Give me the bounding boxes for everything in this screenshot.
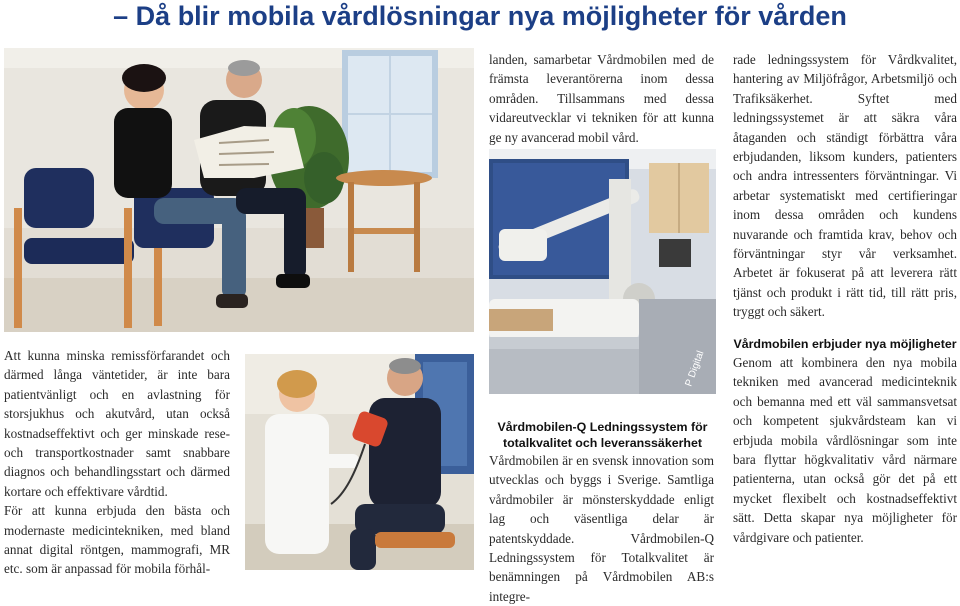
page-headline: – Då blir mobila vårdlösningar nya möjligheter för vården: [113, 1, 847, 31]
xray-machine-label: P Digital: [683, 349, 707, 389]
column2-top-paragraph: landen, samarbetar Vårdmobilen med de främsta leverantörerna inom dessa områden. Tillsammans med dessa vidareutvecklar vi tekniken för att kunna ge ny avancerad mobil vård.: [489, 52, 714, 145]
section-offer-text: [733, 353, 957, 547]
xray-room-photo: [489, 149, 716, 394]
section-offer-body: Genom att kombinera den nya mobila tekniken med avancerad medicinteknik och bemanna med ett väl sammansvetsat och kompetent sjukvårdsteam kan vi erbjuda mobila vårdlösningar som inte bara flyttar högkvalitativ vård närmare patienterna, utan också gör det på ett mycket flexibelt och kostnadseffektivt sätt. Detta skapar nya möjligheter för vårdgivare och patienter.: [733, 355, 957, 545]
section-q-text: [489, 451, 714, 606]
section-offer-title: Vårdmobilen erbjuder nya möjligheter: [733, 337, 957, 351]
waiting-room-photo: [4, 48, 474, 332]
column3-top-text: [733, 50, 957, 322]
column1-paragraph-2: För att kunna erbjuda den bästa och modernaste medicintekniken, med bland annat digital röntgen, mammografi, MR etc. som är anpassad för mobila förhål-: [4, 503, 230, 577]
section-q-body: Vårdmobilen är en svensk innovation som utvecklas och byggs i Sverige. Samtliga vårdmobiler är mönsterskyddade enligt lag och väsentliga delar är patentskyddade. Vårdmobilen-Q Ledningssystem för Totalkvalitet är benämningen på Vårdmobilen AB:s integre-: [489, 453, 714, 604]
blood-pressure-photo: [245, 354, 474, 570]
section-offer-heading: [733, 336, 957, 352]
column2-top-text: [489, 50, 714, 147]
column1-text: [4, 346, 230, 579]
column3-top-paragraph: rade ledningssystem för Vårdkvalitet, hantering av Miljöfrågor, Arbetsmiljö och Trafiksäkerhet. Syftet med ledningssystemet är att säkra våra åtaganden och ständigt förbättra våra erbjudanden, liksom kunders, patienters och andra intressenters förväntningar. Vi arbetar systematiskt med certifieringar inom dessa områden och kundens nuvarande och framtida krav, behov och förväntningar styr vår verksamhet. Arbetet är fokuserat på att leverera rätt tjänst och produkt i rätt tid, till rätt pris, tryggt och säkert.: [733, 52, 957, 320]
section-q-heading: [489, 419, 716, 451]
section-q-title: Vårdmobilen-Q Ledningssystem för totalkvalitet och leveranssäkerhet: [497, 420, 708, 450]
column1-paragraph-1: Att kunna minska remissförfarandet och därmed långa väntetider, är inte bara patientvänligt och en avlastning för storsjukhus och akutvård, utan också kostnadseffektivt och ger minskade rese- och transportkostnader samt snabbare diagnos och behandlingsstart och därmed kortare och effektivare vårdtid.: [4, 348, 230, 499]
